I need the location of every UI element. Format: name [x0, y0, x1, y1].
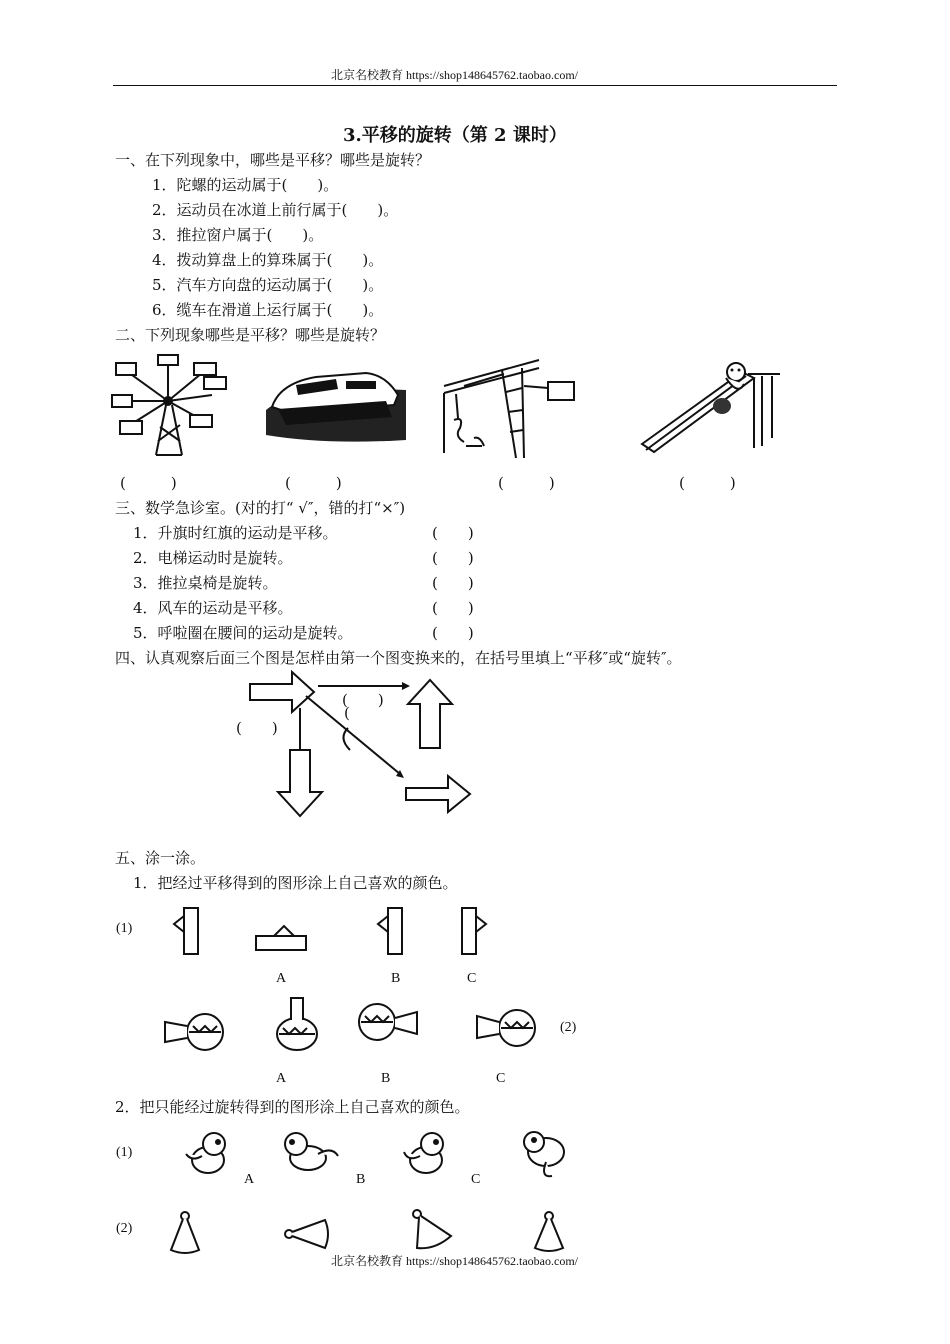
- header-rule: [113, 85, 837, 86]
- choice-label: A: [276, 971, 287, 986]
- flag-shapes-row: [170, 906, 510, 956]
- vase-shapes-row: [155, 990, 555, 1060]
- page-title: 3.平移的旋转（第 2 课时）: [343, 125, 567, 146]
- section3-blank[interactable]: ( ): [432, 549, 474, 567]
- section2-blank[interactable]: ( ): [679, 474, 736, 492]
- section3-item: 2．电梯运动时是旋转。: [133, 549, 293, 567]
- section1-item: 3．推拉窗户属于( )。: [152, 226, 324, 244]
- section3-item: 3．推拉桌椅是旋转。: [133, 574, 278, 592]
- section2-blank[interactable]: ( ): [120, 474, 177, 492]
- section4-heading: 四、认真观察后面三个图是怎样由第一个图变换来的，在括号里填上“平移″或“旋转″。: [115, 649, 682, 667]
- section1-item: 5．汽车方向盘的运动属于( )。: [152, 276, 384, 294]
- section4-blank[interactable]: ( ): [236, 719, 278, 737]
- crane-image: [444, 358, 584, 458]
- section4-blank[interactable]: ( ): [342, 691, 384, 709]
- choice-label: B: [381, 1071, 391, 1086]
- section3-blank[interactable]: ( ): [432, 574, 474, 592]
- section3-blank[interactable]: ( ): [432, 599, 474, 617]
- train-image: [266, 365, 406, 455]
- section3-item: 5．呼啦圈在腰间的运动是旋转。: [133, 624, 353, 642]
- section5-heading: 五、涂一涂。: [115, 849, 206, 867]
- section1-item: 4．拨动算盘上的算珠属于( )。: [152, 251, 384, 269]
- section5-q1: 1．把经过平移得到的图形涂上自己喜欢的颜色。: [133, 874, 458, 892]
- choice-label: C: [471, 1172, 481, 1187]
- section3-blank[interactable]: ( ): [432, 624, 474, 642]
- section1-item: 1．陀螺的运动属于( )。: [152, 176, 339, 194]
- choice-label: A: [276, 1071, 287, 1086]
- choice-label: A: [244, 1172, 255, 1187]
- part-tag: (2): [560, 1020, 577, 1035]
- choice-label: B: [391, 971, 401, 986]
- section3-item: 1．升旗时红旗的运动是平移。: [133, 524, 338, 542]
- choice-label: B: [356, 1172, 366, 1187]
- page-header: 北京名校教育 https://shop148645762.taobao.com/: [331, 68, 578, 82]
- part-tag: (1): [116, 921, 133, 936]
- section1-item: 6．缆车在滑道上运行属于( )。: [152, 301, 384, 319]
- bird-shapes-row: [168, 1126, 578, 1186]
- slide-image: [642, 358, 782, 458]
- section1-item: 2．运动员在冰道上前行属于( )。: [152, 201, 399, 219]
- section3-heading: 三、数学急诊室。(对的打“ √″，错的打“×″): [115, 499, 406, 517]
- section2-blank[interactable]: ( ): [285, 474, 342, 492]
- section3-blank[interactable]: ( ): [432, 524, 474, 542]
- section1-heading: 一、在下列现象中，哪些是平移？哪些是旋转？: [115, 151, 431, 169]
- section2-heading: 二、下列现象哪些是平移？哪些是旋转？: [115, 326, 386, 344]
- section3-item: 4．风车的运动是平移。: [133, 599, 293, 617]
- part-tag: (2): [116, 1221, 133, 1236]
- section4-blank[interactable]: (: [344, 704, 350, 722]
- choice-label: C: [467, 971, 477, 986]
- page-footer: 北京名校教育 https://shop148645762.taobao.com/: [331, 1254, 578, 1268]
- section5-q2: 2．把只能经过旋转得到的图形涂上自己喜欢的颜色。: [115, 1098, 470, 1116]
- ferris-wheel-image: [112, 355, 227, 460]
- section2-blank[interactable]: ( ): [498, 474, 555, 492]
- choice-label: C: [496, 1071, 506, 1086]
- part-tag: (1): [116, 1145, 133, 1160]
- cone-shapes-row: [165, 1208, 575, 1258]
